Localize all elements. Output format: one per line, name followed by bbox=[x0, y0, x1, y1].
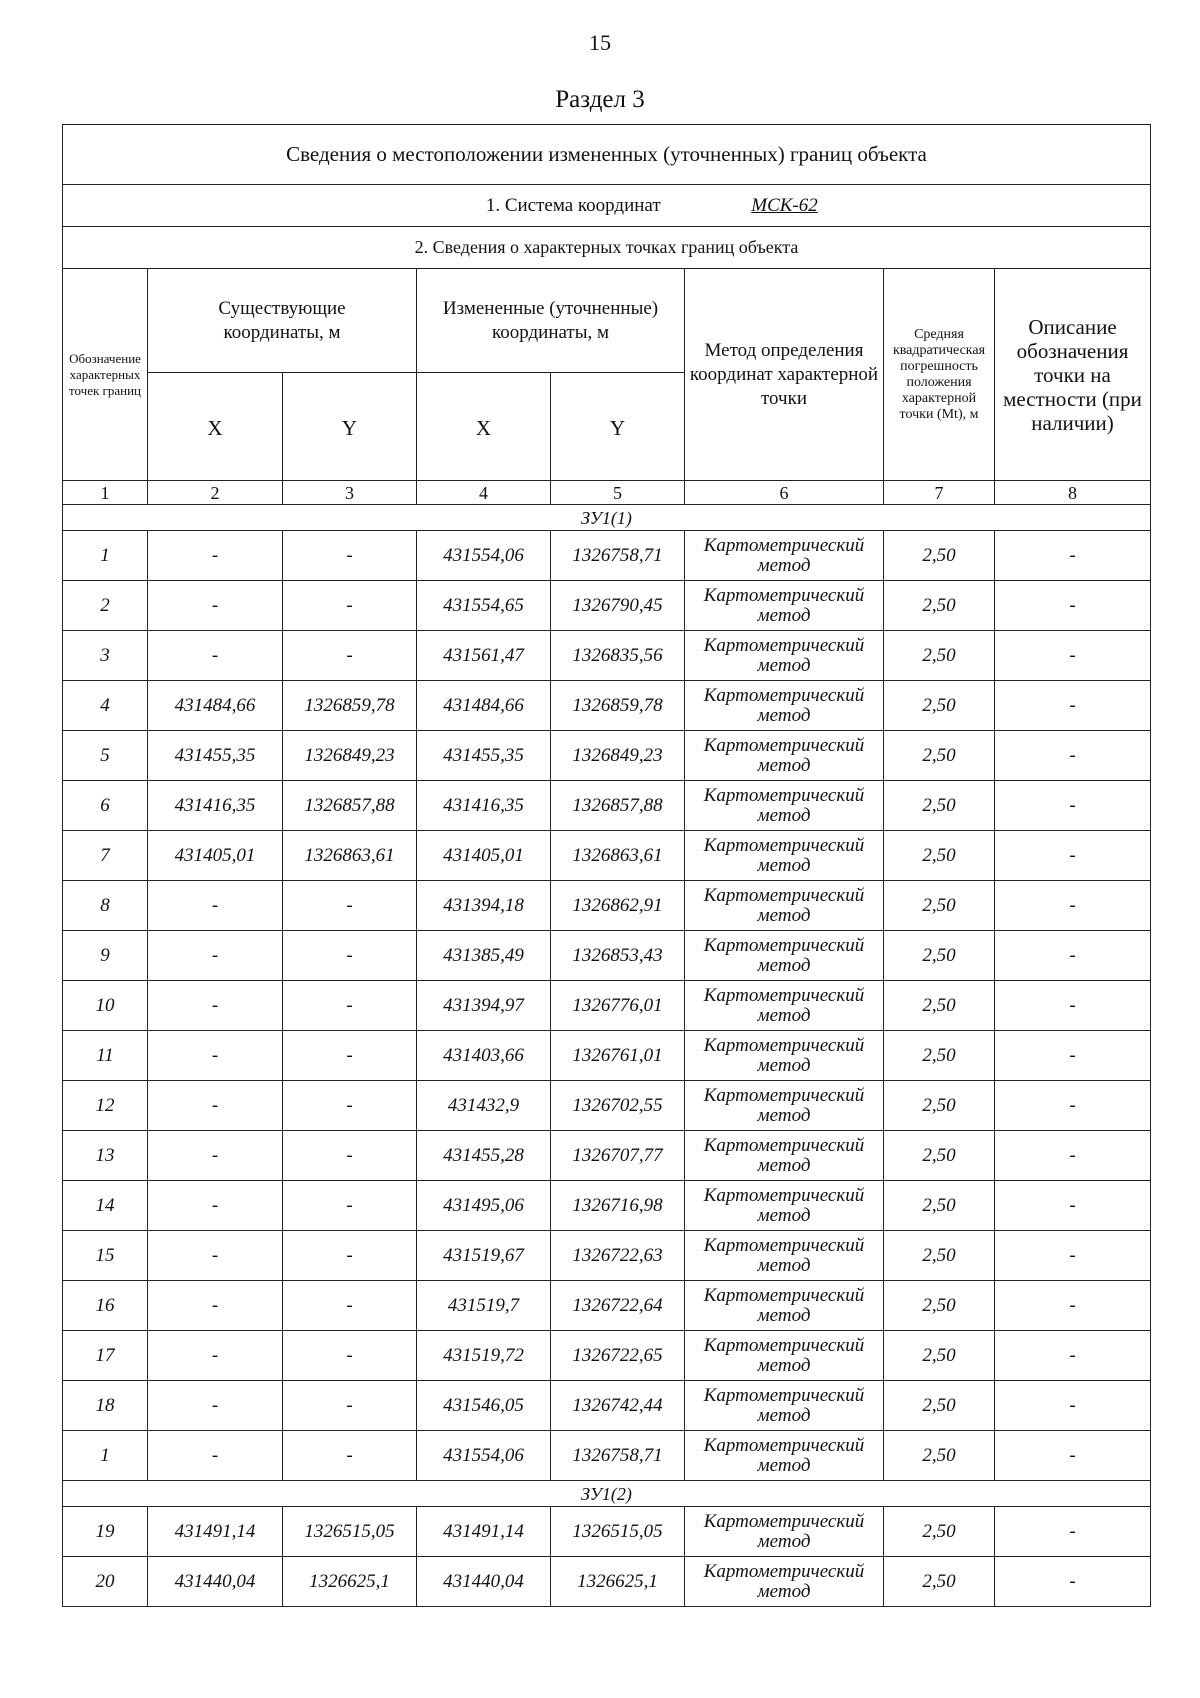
changed-x-cell: 431440,04 bbox=[417, 1557, 551, 1607]
existing-x-cell: 431484,66 bbox=[148, 681, 283, 731]
changed-y-cell: 1326758,71 bbox=[551, 1431, 685, 1481]
changed-x-cell: 431554,06 bbox=[417, 531, 551, 581]
existing-y-cell: - bbox=[283, 1331, 417, 1381]
header-existing-x: X bbox=[148, 373, 283, 481]
changed-x-cell: 431491,14 bbox=[417, 1507, 551, 1557]
changed-y-cell: 1326849,23 bbox=[551, 731, 685, 781]
existing-y-cell: 1326515,05 bbox=[283, 1507, 417, 1557]
mt-cell: 2,50 bbox=[884, 1031, 995, 1081]
point-cell: 7 bbox=[63, 831, 148, 881]
existing-y-cell: - bbox=[283, 1131, 417, 1181]
existing-y-cell: - bbox=[283, 931, 417, 981]
column-number: 2 bbox=[148, 481, 283, 505]
changed-x-cell: 431455,28 bbox=[417, 1131, 551, 1181]
method-cell: Картометрический метод bbox=[685, 1557, 884, 1607]
point-cell: 6 bbox=[63, 781, 148, 831]
table-row bbox=[63, 1381, 1151, 1431]
header-mt: Средняя квадратическая погрешность положения характерной точки (Mt), м bbox=[884, 269, 995, 481]
existing-y-cell: - bbox=[283, 531, 417, 581]
table-row bbox=[63, 1181, 1151, 1231]
group-row bbox=[63, 1481, 1151, 1507]
existing-x-cell: - bbox=[148, 931, 283, 981]
column-number: 3 bbox=[283, 481, 417, 505]
changed-y-cell: 1326722,63 bbox=[551, 1231, 685, 1281]
changed-y-cell: 1326742,44 bbox=[551, 1381, 685, 1431]
table-row bbox=[63, 1081, 1151, 1131]
existing-x-cell: - bbox=[148, 1281, 283, 1331]
mt-cell: 2,50 bbox=[884, 881, 995, 931]
column-number: 7 bbox=[884, 481, 995, 505]
existing-y-cell: - bbox=[283, 1181, 417, 1231]
header-changed-y: Y bbox=[551, 373, 685, 481]
point-cell: 1 bbox=[63, 531, 148, 581]
description-cell: - bbox=[995, 1557, 1151, 1607]
group-row bbox=[63, 505, 1151, 531]
changed-x-cell: 431495,06 bbox=[417, 1181, 551, 1231]
table-row bbox=[63, 1281, 1151, 1331]
existing-y-cell: - bbox=[283, 1231, 417, 1281]
description-cell: - bbox=[995, 1031, 1151, 1081]
table-row bbox=[63, 831, 1151, 881]
table-row bbox=[63, 1431, 1151, 1481]
mt-cell: 2,50 bbox=[884, 831, 995, 881]
point-cell: 9 bbox=[63, 931, 148, 981]
point-cell: 13 bbox=[63, 1131, 148, 1181]
table-row bbox=[63, 881, 1151, 931]
existing-x-cell: - bbox=[148, 981, 283, 1031]
method-cell: Картометрический метод bbox=[685, 881, 884, 931]
description-cell: - bbox=[995, 831, 1151, 881]
existing-x-cell: - bbox=[148, 1181, 283, 1231]
mt-cell: 2,50 bbox=[884, 1507, 995, 1557]
changed-x-cell: 431519,7 bbox=[417, 1281, 551, 1331]
point-cell: 15 bbox=[63, 1231, 148, 1281]
changed-x-cell: 431455,35 bbox=[417, 731, 551, 781]
point-cell: 20 bbox=[63, 1557, 148, 1607]
changed-x-cell: 431554,65 bbox=[417, 581, 551, 631]
point-cell: 10 bbox=[63, 981, 148, 1031]
mt-cell: 2,50 bbox=[884, 631, 995, 681]
table-row bbox=[63, 531, 1151, 581]
table-row bbox=[63, 1507, 1151, 1557]
existing-y-cell: 1326625,1 bbox=[283, 1557, 417, 1607]
existing-x-cell: - bbox=[148, 581, 283, 631]
existing-x-cell: 431440,04 bbox=[148, 1557, 283, 1607]
existing-y-cell: - bbox=[283, 1431, 417, 1481]
point-cell: 18 bbox=[63, 1381, 148, 1431]
changed-y-cell: 1326716,98 bbox=[551, 1181, 685, 1231]
mt-cell: 2,50 bbox=[884, 531, 995, 581]
column-number: 8 bbox=[995, 481, 1151, 505]
point-cell: 19 bbox=[63, 1507, 148, 1557]
coordinate-system-row bbox=[63, 185, 1151, 227]
point-cell: 17 bbox=[63, 1331, 148, 1381]
changed-x-cell: 431484,66 bbox=[417, 681, 551, 731]
table-row bbox=[63, 1231, 1151, 1281]
mt-cell: 2,50 bbox=[884, 931, 995, 981]
mt-cell: 2,50 bbox=[884, 1557, 995, 1607]
changed-y-cell: 1326790,45 bbox=[551, 581, 685, 631]
table-row bbox=[63, 981, 1151, 1031]
header-changed: Измененные (уточненные) координаты, м bbox=[417, 269, 685, 373]
description-cell: - bbox=[995, 631, 1151, 681]
method-cell: Картометрический метод bbox=[685, 731, 884, 781]
points-heading: 2. Сведения о характерных точках границ объекта bbox=[63, 227, 1151, 269]
changed-y-cell: 1326857,88 bbox=[551, 781, 685, 831]
description-cell: - bbox=[995, 731, 1151, 781]
method-cell: Картометрический метод bbox=[685, 1331, 884, 1381]
point-cell: 12 bbox=[63, 1081, 148, 1131]
point-cell: 14 bbox=[63, 1181, 148, 1231]
point-cell: 11 bbox=[63, 1031, 148, 1081]
existing-x-cell: - bbox=[148, 1331, 283, 1381]
existing-x-cell: - bbox=[148, 1431, 283, 1481]
header-description: Описание обозначения точки на местности (при наличии) bbox=[995, 269, 1151, 481]
changed-x-cell: 431432,9 bbox=[417, 1081, 551, 1131]
point-cell: 8 bbox=[63, 881, 148, 931]
existing-y-cell: - bbox=[283, 1381, 417, 1431]
description-cell: - bbox=[995, 1381, 1151, 1431]
changed-y-cell: 1326859,78 bbox=[551, 681, 685, 731]
description-cell: - bbox=[995, 1081, 1151, 1131]
mt-cell: 2,50 bbox=[884, 1231, 995, 1281]
point-cell: 5 bbox=[63, 731, 148, 781]
existing-y-cell: 1326849,23 bbox=[283, 731, 417, 781]
existing-y-cell: - bbox=[283, 631, 417, 681]
mt-cell: 2,50 bbox=[884, 1431, 995, 1481]
method-cell: Картометрический метод bbox=[685, 1381, 884, 1431]
existing-y-cell: - bbox=[283, 1081, 417, 1131]
header-changed-x: X bbox=[417, 373, 551, 481]
method-cell: Картометрический метод bbox=[685, 831, 884, 881]
changed-x-cell: 431519,67 bbox=[417, 1231, 551, 1281]
changed-y-cell: 1326853,43 bbox=[551, 931, 685, 981]
page-number: 15 bbox=[589, 30, 611, 55]
table-row bbox=[63, 1557, 1151, 1607]
existing-y-cell: - bbox=[283, 981, 417, 1031]
group-label: ЗУ1(1) bbox=[63, 505, 1151, 531]
table-row bbox=[63, 781, 1151, 831]
changed-y-cell: 1326863,61 bbox=[551, 831, 685, 881]
mt-cell: 2,50 bbox=[884, 581, 995, 631]
method-cell: Картометрический метод bbox=[685, 1507, 884, 1557]
existing-y-cell: - bbox=[283, 1031, 417, 1081]
changed-x-cell: 431561,47 bbox=[417, 631, 551, 681]
header-existing: Существующие координаты, м bbox=[148, 269, 417, 373]
existing-x-cell: 431491,14 bbox=[148, 1507, 283, 1557]
table-row bbox=[63, 731, 1151, 781]
mt-cell: 2,50 bbox=[884, 731, 995, 781]
point-cell: 16 bbox=[63, 1281, 148, 1331]
existing-x-cell: - bbox=[148, 1231, 283, 1281]
description-cell: - bbox=[995, 1281, 1151, 1331]
description-cell: - bbox=[995, 1331, 1151, 1381]
existing-x-cell: 431416,35 bbox=[148, 781, 283, 831]
changed-y-cell: 1326761,01 bbox=[551, 1031, 685, 1081]
description-cell: - bbox=[995, 981, 1151, 1031]
method-cell: Картометрический метод bbox=[685, 1231, 884, 1281]
changed-x-cell: 431519,72 bbox=[417, 1331, 551, 1381]
mt-cell: 2,50 bbox=[884, 681, 995, 731]
description-cell: - bbox=[995, 581, 1151, 631]
column-number: 5 bbox=[551, 481, 685, 505]
existing-x-cell: - bbox=[148, 631, 283, 681]
description-cell: - bbox=[995, 781, 1151, 831]
changed-x-cell: 431405,01 bbox=[417, 831, 551, 881]
description-cell: - bbox=[995, 1181, 1151, 1231]
method-cell: Картометрический метод bbox=[685, 581, 884, 631]
changed-y-cell: 1326776,01 bbox=[551, 981, 685, 1031]
changed-y-cell: 1326515,05 bbox=[551, 1507, 685, 1557]
column-number: 1 bbox=[63, 481, 148, 505]
changed-x-cell: 431385,49 bbox=[417, 931, 551, 981]
description-cell: - bbox=[995, 881, 1151, 931]
column-number: 6 bbox=[685, 481, 884, 505]
changed-x-cell: 431394,97 bbox=[417, 981, 551, 1031]
description-cell: - bbox=[995, 1431, 1151, 1481]
mt-cell: 2,50 bbox=[884, 1281, 995, 1331]
changed-y-cell: 1326707,77 bbox=[551, 1131, 685, 1181]
description-cell: - bbox=[995, 1507, 1151, 1557]
method-cell: Картометрический метод bbox=[685, 981, 884, 1031]
section-title: Раздел 3 bbox=[555, 86, 645, 113]
point-cell: 1 bbox=[63, 1431, 148, 1481]
existing-y-cell: 1326859,78 bbox=[283, 681, 417, 731]
boundary-points-table bbox=[62, 124, 1151, 1607]
method-cell: Картометрический метод bbox=[685, 1081, 884, 1131]
existing-y-cell: 1326857,88 bbox=[283, 781, 417, 831]
changed-x-cell: 431554,06 bbox=[417, 1431, 551, 1481]
table-row bbox=[63, 1331, 1151, 1381]
mt-cell: 2,50 bbox=[884, 1381, 995, 1431]
existing-x-cell: - bbox=[148, 881, 283, 931]
table-row bbox=[63, 631, 1151, 681]
existing-x-cell: 431455,35 bbox=[148, 731, 283, 781]
changed-y-cell: 1326862,91 bbox=[551, 881, 685, 931]
table-title: Сведения о местоположении измененных (уточненных) границ объекта bbox=[63, 125, 1151, 185]
table-row bbox=[63, 681, 1151, 731]
description-cell: - bbox=[995, 531, 1151, 581]
table-row bbox=[63, 581, 1151, 631]
existing-y-cell: 1326863,61 bbox=[283, 831, 417, 881]
mt-cell: 2,50 bbox=[884, 1181, 995, 1231]
changed-y-cell: 1326835,56 bbox=[551, 631, 685, 681]
existing-x-cell: - bbox=[148, 1131, 283, 1181]
method-cell: Картометрический метод bbox=[685, 931, 884, 981]
description-cell: - bbox=[995, 681, 1151, 731]
existing-x-cell: - bbox=[148, 1381, 283, 1431]
mt-cell: 2,50 bbox=[884, 981, 995, 1031]
description-cell: - bbox=[995, 931, 1151, 981]
description-cell: - bbox=[995, 1231, 1151, 1281]
method-cell: Картометрический метод bbox=[685, 1131, 884, 1181]
method-cell: Картометрический метод bbox=[685, 631, 884, 681]
column-number: 4 bbox=[417, 481, 551, 505]
changed-x-cell: 431546,05 bbox=[417, 1381, 551, 1431]
table-row bbox=[63, 1031, 1151, 1081]
point-cell: 3 bbox=[63, 631, 148, 681]
mt-cell: 2,50 bbox=[884, 1331, 995, 1381]
table-row bbox=[63, 931, 1151, 981]
changed-x-cell: 431416,35 bbox=[417, 781, 551, 831]
coordinate-system-label: 1. Система координат bbox=[485, 194, 661, 216]
header-method: Метод определения координат характерной точки bbox=[685, 269, 884, 481]
point-cell: 4 bbox=[63, 681, 148, 731]
changed-y-cell: 1326625,1 bbox=[551, 1557, 685, 1607]
existing-x-cell: - bbox=[148, 1081, 283, 1131]
existing-x-cell: - bbox=[148, 531, 283, 581]
mt-cell: 2,50 bbox=[884, 1131, 995, 1181]
method-cell: Картометрический метод bbox=[685, 1281, 884, 1331]
group-label: ЗУ1(2) bbox=[63, 1481, 1151, 1507]
coordinate-system-value: МСК-62 bbox=[751, 194, 818, 216]
changed-y-cell: 1326722,64 bbox=[551, 1281, 685, 1331]
header-existing-y: Y bbox=[283, 373, 417, 481]
existing-x-cell: - bbox=[148, 1031, 283, 1081]
description-cell: - bbox=[995, 1131, 1151, 1181]
method-cell: Картометрический метод bbox=[685, 781, 884, 831]
changed-y-cell: 1326758,71 bbox=[551, 531, 685, 581]
method-cell: Картометрический метод bbox=[685, 531, 884, 581]
changed-x-cell: 431394,18 bbox=[417, 881, 551, 931]
header-designation: Обозначение характерных точек границ bbox=[63, 269, 148, 481]
method-cell: Картометрический метод bbox=[685, 1431, 884, 1481]
changed-x-cell: 431403,66 bbox=[417, 1031, 551, 1081]
existing-x-cell: 431405,01 bbox=[148, 831, 283, 881]
mt-cell: 2,50 bbox=[884, 781, 995, 831]
method-cell: Картометрический метод bbox=[685, 681, 884, 731]
point-cell: 2 bbox=[63, 581, 148, 631]
existing-y-cell: - bbox=[283, 581, 417, 631]
method-cell: Картометрический метод bbox=[685, 1031, 884, 1081]
changed-y-cell: 1326702,55 bbox=[551, 1081, 685, 1131]
existing-y-cell: - bbox=[283, 1281, 417, 1331]
table-row bbox=[63, 1131, 1151, 1181]
method-cell: Картометрический метод bbox=[685, 1181, 884, 1231]
changed-y-cell: 1326722,65 bbox=[551, 1331, 685, 1381]
mt-cell: 2,50 bbox=[884, 1081, 995, 1131]
existing-y-cell: - bbox=[283, 881, 417, 931]
